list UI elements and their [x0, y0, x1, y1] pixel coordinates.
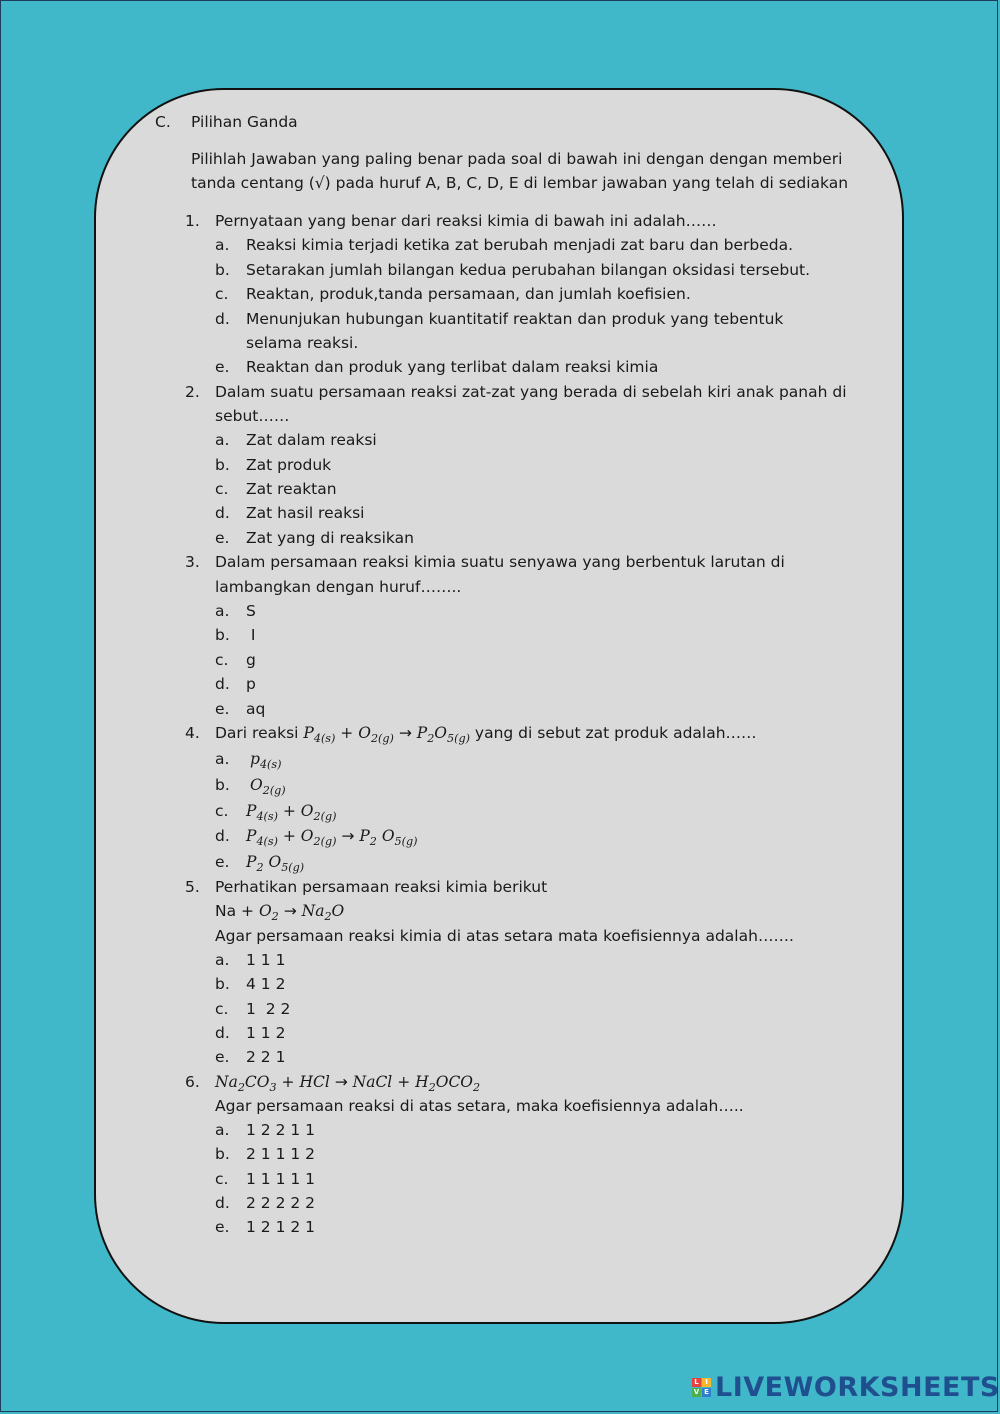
option-letter[interactable]: d. [215, 310, 230, 328]
option-letter[interactable]: c. [215, 285, 229, 303]
question-number: 3. [185, 553, 200, 571]
option-text: 2 2 2 2 2 [246, 1194, 316, 1212]
option-text: 2 1 1 1 2 [246, 1145, 316, 1163]
option-formula: $O_{2(g)}$ [250, 776, 286, 797]
question-text: Agar persamaan reaksi di atas setara, maka koefisiennya adalah….. [215, 1097, 744, 1115]
option-formula: $P_{4(s)} + O_{2(g)}$ [246, 802, 337, 823]
instruction-line-1: Pilihlah Jawaban yang paling benar pada soal di bawah ini dengan dengan memberi [191, 150, 843, 168]
option-text: 1 1 2 [246, 1024, 286, 1042]
reaction-equation: $P_{4(s)} + O_{2(g)} \to P_2O_{5(g)}$ [303, 724, 470, 745]
question-number: 5. [185, 878, 200, 896]
option-text: Reaktan, produk,tanda persamaan, dan jumlah koefisien. [246, 285, 691, 303]
option-letter[interactable]: c. [215, 651, 229, 669]
option-letter[interactable]: c. [215, 1000, 229, 1018]
option-text: S [246, 602, 256, 620]
option-text: I [246, 626, 256, 644]
option-text: 1 1 1 [246, 951, 286, 969]
option-letter[interactable]: a. [215, 951, 230, 969]
option-letter[interactable]: a. [215, 1121, 230, 1139]
option-text: Zat yang di reaksikan [246, 529, 414, 547]
option-letter[interactable]: a. [215, 431, 230, 449]
logo-mark-letter: E [702, 1388, 711, 1397]
reaction-equation: $Na_2CO_3$ + HCl → NaCl + $H_2OCO_2$ [215, 1073, 481, 1094]
question-text-after: yang di sebut zat produk adalah…… [474, 724, 757, 742]
option-text: Zat hasil reaksi [246, 504, 365, 522]
question-text-before: Dari reaksi [215, 724, 299, 742]
option-text-continued: selama reaksi. [246, 334, 359, 352]
option-text: Zat produk [246, 456, 332, 474]
option-text: 1 2 1 2 1 [246, 1218, 316, 1236]
option-letter[interactable]: b. [215, 626, 230, 644]
option-letter[interactable]: b. [215, 456, 230, 474]
option-letter[interactable]: d. [215, 827, 230, 845]
option-letter[interactable]: e. [215, 700, 230, 718]
option-formula: $p_{4(s)}$ [250, 750, 282, 771]
question-number: 6. [185, 1073, 200, 1091]
option-letter[interactable]: b. [215, 975, 230, 993]
option-text: Reaksi kimia terjadi ketika zat berubah menjadi zat baru dan berbeda. [246, 236, 794, 254]
option-text: 1 2 2 1 1 [246, 1121, 316, 1139]
option-text: 2 2 1 [246, 1048, 286, 1066]
option-letter[interactable]: d. [215, 1194, 230, 1212]
option-letter[interactable]: e. [215, 853, 230, 871]
option-letter[interactable]: e. [215, 1218, 230, 1236]
option-text: 1 1 1 1 1 [246, 1170, 316, 1188]
question-text: Perhatikan persamaan reaksi kimia berikut [215, 878, 548, 896]
option-text: p [246, 675, 256, 693]
option-letter[interactable]: d. [215, 504, 230, 522]
option-letter[interactable]: e. [215, 529, 230, 547]
option-letter[interactable]: e. [215, 1048, 230, 1066]
option-text: aq [246, 700, 266, 718]
option-letter[interactable]: a. [215, 602, 230, 620]
option-letter[interactable]: e. [215, 358, 230, 376]
option-letter[interactable]: b. [215, 776, 230, 794]
logo-mark-letter: L [692, 1378, 701, 1387]
logo-text: LIVEWORKSHEETS [715, 1372, 1000, 1403]
question-number: 2. [185, 383, 200, 401]
question-text: Dalam suatu persamaan reaksi zat-zat yang berada di sebelah kiri anak panah di [215, 383, 847, 401]
reaction-equation: $O_2 \to Na_2O$ [258, 902, 345, 923]
question-text-continued: sebut…… [215, 407, 290, 425]
equation-prefix: Na + [215, 902, 259, 920]
question-text: Pernyataan yang benar dari reaksi kimia di bawah ini adalah…… [215, 212, 717, 230]
option-text: Zat reaktan [246, 480, 337, 498]
question-text [215, 721, 757, 745]
option-letter[interactable]: d. [215, 675, 230, 693]
option-text: Reaktan dan produk yang terlibat dalam reaksi kimia [246, 358, 659, 376]
option-letter[interactable]: a. [215, 236, 230, 254]
option-text: Setarakan jumlah bilangan kedua perubahan bilangan oksidasi tersebut. [246, 261, 811, 279]
option-letter[interactable]: a. [215, 750, 230, 768]
liveworksheets-logo[interactable] [692, 1372, 1000, 1403]
option-text: Zat dalam reaksi [246, 431, 377, 449]
question-text: Dalam persamaan reaksi kimia suatu senyawa yang berbentuk larutan di [215, 553, 785, 571]
logo-mark-letter: I [702, 1378, 711, 1387]
option-formula: $P_{4(s)} + O_{2(g)} \to P_2$ $O_{5(g)}$ [246, 827, 418, 848]
option-text: 4 1 2 [246, 975, 286, 993]
option-letter[interactable]: c. [215, 802, 229, 820]
option-letter[interactable]: d. [215, 1024, 230, 1042]
question-number: 1. [185, 212, 200, 230]
instruction-line-2: tanda centang (√) pada huruf A, B, C, D, E di lembar jawaban yang telah di sediakan [191, 174, 849, 192]
question-number: 4. [185, 724, 200, 742]
logo-mark-letter: V [693, 1388, 700, 1396]
option-text: Menunjukan hubungan kuantitatif reaktan dan produk yang tebentuk [246, 310, 784, 328]
question-text-continued: lambangkan dengan huruf…….. [215, 578, 462, 596]
reaction-equation-line [215, 899, 344, 923]
section-letter: C. [155, 113, 171, 131]
option-letter[interactable]: c. [215, 1170, 229, 1188]
option-text: 1 2 2 [246, 1000, 291, 1018]
option-text: g [246, 651, 256, 669]
option-letter[interactable]: b. [215, 261, 230, 279]
logo-mark-icon [692, 1378, 711, 1397]
section-title: Pilihan Ganda [191, 113, 298, 131]
question-text-continued: Agar persamaan reaksi kimia di atas setara mata koefisiennya adalah……. [215, 927, 794, 945]
option-formula: $P_2$ $O_{5(g)}$ [246, 853, 305, 874]
option-letter[interactable]: b. [215, 1145, 230, 1163]
option-letter[interactable]: c. [215, 480, 229, 498]
